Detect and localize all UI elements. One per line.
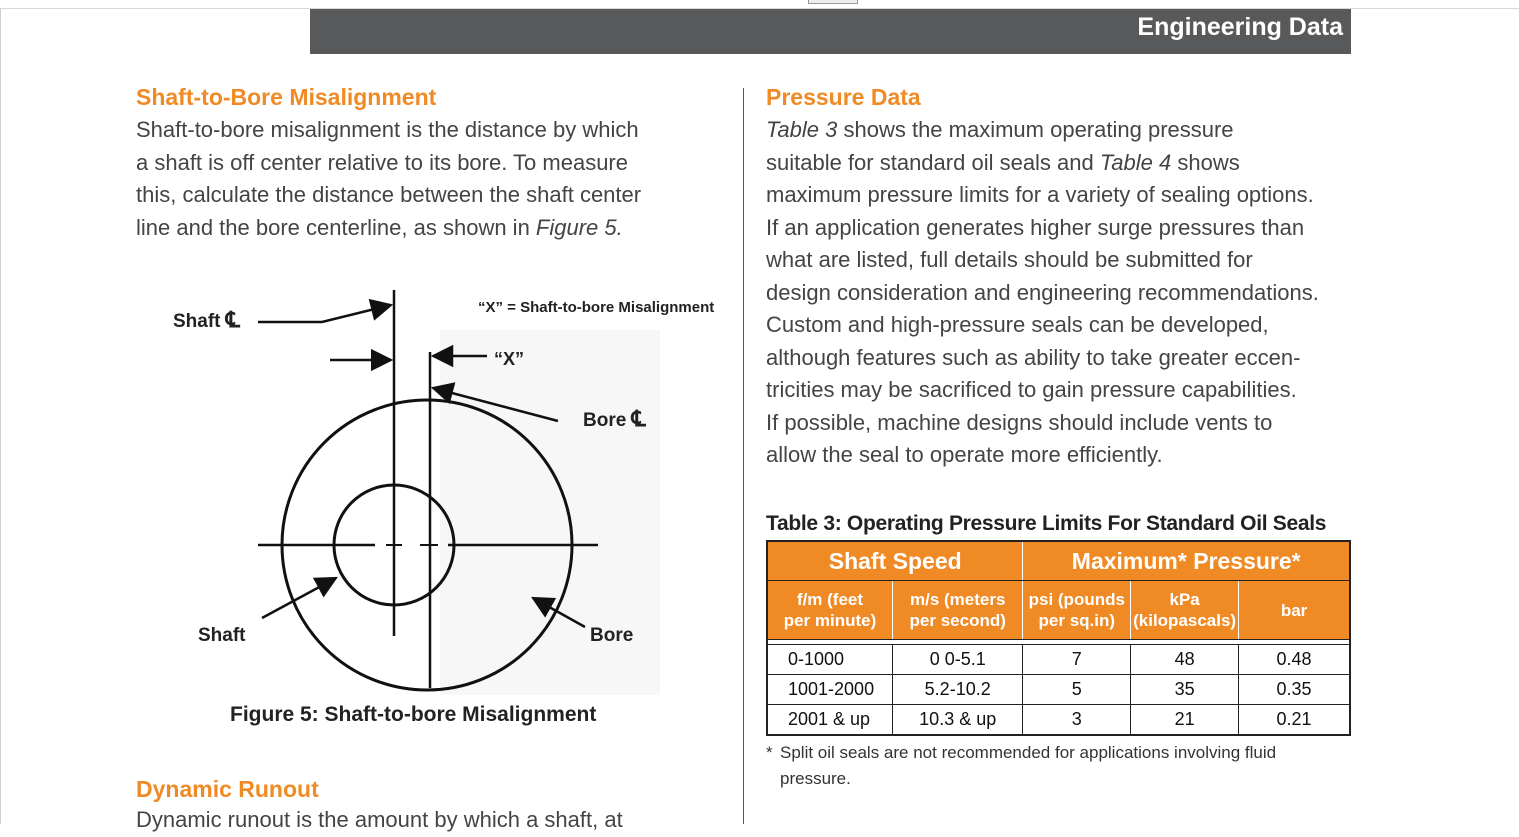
header-line: per minute) <box>783 611 877 630</box>
table-row <box>767 675 1350 705</box>
paragraph-line-text: line and the bore centerline, as shown in <box>136 214 536 240</box>
paragraph-line: Shaft-to-bore misalignment is the distance by which <box>136 117 639 142</box>
bore-cl-label <box>583 406 646 432</box>
table-row <box>767 705 1350 736</box>
shaft-label: Shaft <box>198 625 246 646</box>
paragraph-line: If possible, machine designs should include vents to <box>766 409 1273 435</box>
paragraph-line: what are listed, full details should be submitted for <box>766 247 1253 272</box>
dynamic-runout-heading: Dynamic Runout <box>136 776 319 802</box>
paragraph-line: tricities may be sacrificed to gain pressure capabilities. <box>766 377 1297 402</box>
table-cell: 21 <box>1131 705 1239 736</box>
table-row <box>767 645 1350 675</box>
table-cell: 7 <box>1023 645 1131 675</box>
paragraph-line-text: shows <box>1171 149 1240 175</box>
paragraph-line: although features such as ability to take greater eccen- <box>766 344 1301 370</box>
header-line: psi (pounds <box>1028 590 1125 609</box>
figure-reference: Figure 5. <box>535 214 623 240</box>
pressure-limits-table <box>766 540 1351 736</box>
paragraph-line: maximum pressure limits for a variety of sealing options. <box>766 182 1314 207</box>
paragraph-line-text: suitable for standard oil seals and <box>766 149 1100 175</box>
pressure-data-paragraph <box>766 114 1366 472</box>
paragraph-line: Dynamic runout is the amount by which a shaft, at <box>136 807 623 832</box>
table-cell: 0.48 <box>1239 645 1350 675</box>
column-divider <box>743 88 744 824</box>
footnote-line: Split oil seals are not recommended for applications involving fluid <box>780 743 1277 762</box>
centerline-symbol: ℄ <box>225 307 240 332</box>
paragraph-line <box>766 147 1366 180</box>
column-header-mps <box>892 581 1022 640</box>
group-header-max-pressure: Maximum* Pressure* <box>1023 541 1350 581</box>
table-cell: 10.3 & up <box>892 705 1022 736</box>
header-line: m/s (meters <box>909 590 1006 609</box>
table-cell: 1001-2000 <box>767 675 892 705</box>
section-header-title: Engineering Data <box>1137 13 1343 41</box>
column-header-kpa <box>1131 581 1239 640</box>
table-cell: 0-1000 <box>767 645 892 675</box>
table-cell: 2001 & up <box>767 705 892 736</box>
figure-legend: “X” = Shaft-to-bore Misalignment <box>478 299 715 316</box>
table-title: Table 3: Operating Pressure Limits For Standard Oil Seals <box>766 512 1327 535</box>
table-footnote <box>766 740 1346 792</box>
header-line: per sq.in) <box>1038 611 1116 630</box>
paragraph-line <box>136 212 736 245</box>
table-cell: 5 <box>1023 675 1131 705</box>
paragraph-line-text: shows the maximum operating pressure <box>837 117 1234 142</box>
column-header-bar: bar <box>1239 581 1350 640</box>
paragraph-line: design consideration and engineering recommendations. <box>766 279 1319 305</box>
viewer-tab-handle[interactable] <box>808 0 858 4</box>
x-dimension-label: “X” <box>494 349 525 369</box>
paragraph-line: a shaft is off center relative to its bore. To measure <box>136 149 628 175</box>
centerline-symbol: ℄ <box>631 406 646 431</box>
label-text: Shaft <box>173 311 221 332</box>
header-line: per second) <box>909 611 1006 630</box>
table-cell: 0.21 <box>1239 705 1350 736</box>
shaft-cl-leader <box>258 305 391 322</box>
dynamic-runout-paragraph <box>136 804 736 837</box>
table-cell: 0 0-5.1 <box>892 645 1022 675</box>
paragraph-line: allow the seal to operate more efficiently. <box>766 442 1163 467</box>
paragraph-line: If an application generates higher surge pressures than <box>766 214 1305 240</box>
footnote-marker: * <box>766 743 773 762</box>
misalignment-paragraph <box>136 114 736 244</box>
column-header-fpm <box>767 581 892 640</box>
viewer-top-bar <box>0 0 1519 9</box>
table-cell: 48 <box>1131 645 1239 675</box>
label-text: Bore <box>583 410 627 431</box>
header-line: f/m (feet <box>796 590 864 609</box>
header-line: kPa <box>1169 590 1200 609</box>
table-cell: 5.2-10.2 <box>892 675 1022 705</box>
paragraph-line <box>766 114 1366 147</box>
header-line: (kilopascals) <box>1133 611 1237 630</box>
table-cell: 0.35 <box>1239 675 1350 705</box>
section-header-bar <box>310 9 1351 54</box>
shaft-cl-label <box>173 307 240 333</box>
table-reference: Table 4 <box>1099 149 1172 175</box>
table-reference: Table 3 <box>766 117 838 142</box>
footnote-line: pressure. <box>780 769 851 788</box>
column-header-psi <box>1023 581 1131 640</box>
table-group-header-row <box>767 541 1350 581</box>
pressure-data-heading: Pressure Data <box>766 84 921 110</box>
paragraph-line: this, calculate the distance between the shaft center <box>136 182 642 207</box>
table-cell: 35 <box>1131 675 1239 705</box>
paragraph-line: Custom and high-pressure seals can be developed, <box>766 312 1269 337</box>
bore-label: Bore <box>590 625 634 646</box>
table-cell: 3 <box>1023 705 1131 736</box>
figure-caption: Figure 5: Shaft-to-bore Misalignment <box>230 703 597 726</box>
group-header-shaft-speed: Shaft Speed <box>767 541 1023 581</box>
page-edge <box>0 8 1 824</box>
table-column-header-row <box>767 581 1350 640</box>
misalignment-heading: Shaft-to-Bore Misalignment <box>136 84 437 110</box>
